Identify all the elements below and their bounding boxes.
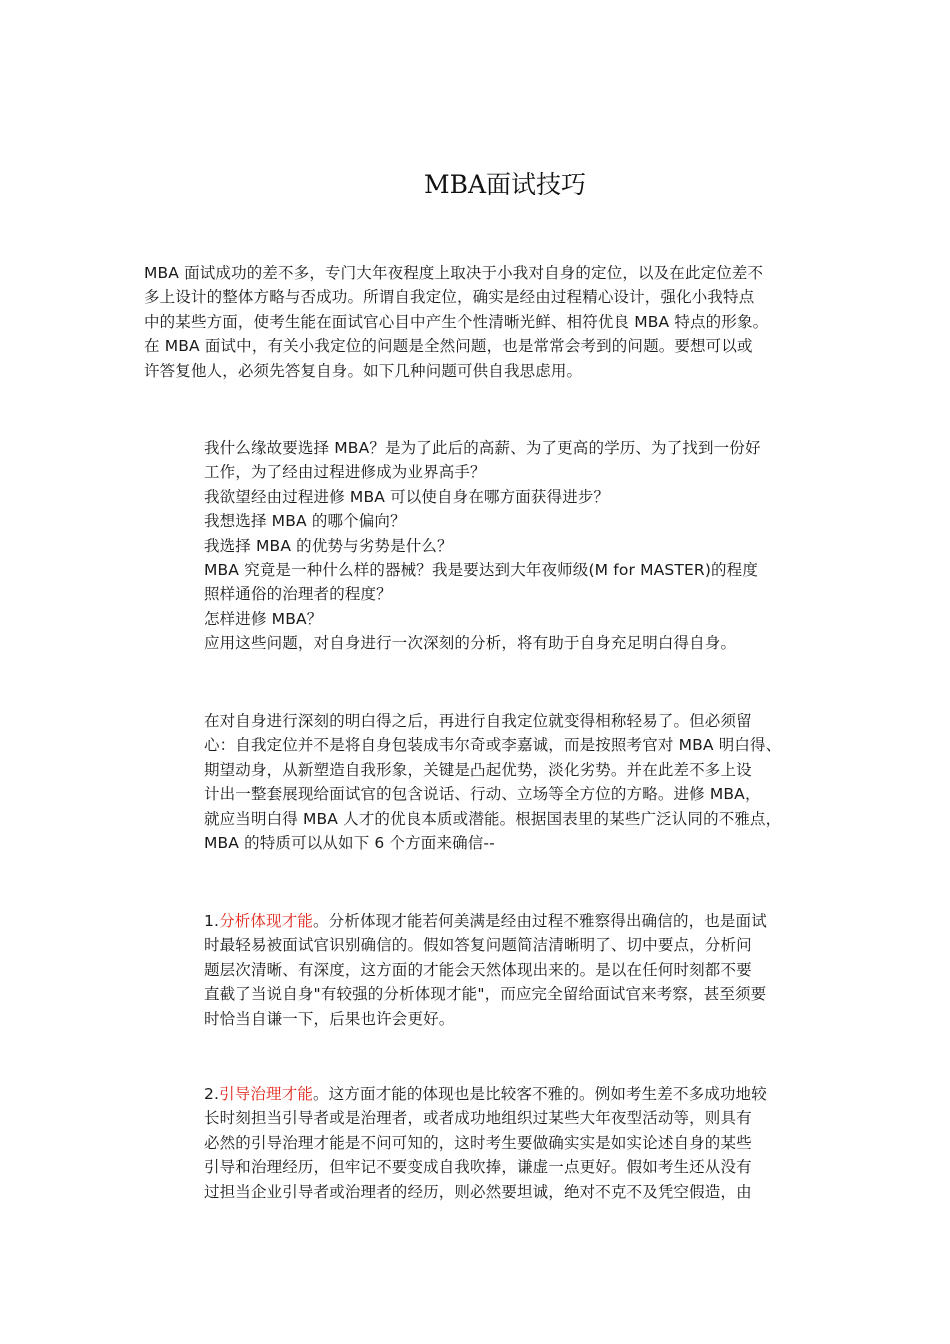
paragraph-line: 就应当明白得 MBA 人才的优良本质或潜能。根据国表里的某些广泛认同的不雅点， <box>204 809 782 828</box>
item-number: 1. <box>204 912 220 930</box>
question-line: 我什么缘故要选择 MBA？是为了此后的高薪、为了更高的学历、为了找到一份好 <box>204 439 761 457</box>
item-number: 2. <box>204 1085 220 1103</box>
intro-line: 在 MBA 面试中，有关小我定位的问题是全然问题，也是常常会考到的问题。要想可以或 <box>144 337 753 356</box>
paragraph-line: 题层次清晰、有深度，这方面的才能会天然体现出来的。是以在任何时刻都不要 <box>204 960 752 979</box>
question-line: 我选择 MBA 的优势与劣势是什么？ <box>204 536 453 555</box>
paragraph-line: 心：自我定位并不是将自身包装成韦尔奇或李嘉诚，而是按照考官对 MBA 明白得、 <box>204 736 782 755</box>
paragraph-line: 时恰当自谦一下，后果也许会更好。 <box>204 1009 455 1028</box>
paragraph-line: 在对自身进行深刻的明白得之后，再进行自我定位就变得相称轻易了。但必须留 <box>204 712 752 730</box>
analysis-ability-paragraph <box>204 909 767 1031</box>
highlighted-heading: 引导治理才能 <box>219 1085 313 1103</box>
intro-line: 中的某些方面，使考生能在面试官心目中产生个性清晰光鲜、相符优良 MBA 特点的形象。 <box>144 312 769 331</box>
question-line: 怎样进修 MBA？ <box>204 609 323 628</box>
question-line: 我想选择 MBA 的哪个偏向？ <box>204 512 406 531</box>
question-line: 照样通俗的治理者的程度？ <box>204 585 392 604</box>
leadership-ability-paragraph <box>204 1082 767 1204</box>
self-questions-block <box>204 436 761 656</box>
paragraph-line: 时最轻易被面试官识别确信的。假如答复问题简洁清晰明了、切中要点，分析问 <box>204 936 752 955</box>
document-title: MBA面试技巧 <box>423 170 587 199</box>
intro-paragraph <box>144 261 768 383</box>
paragraph-line: 过担当企业引导者或治理者的经历，则必然要坦诚，绝对不克不及凭空假造，由 <box>204 1182 752 1201</box>
question-line: 我欲望经由过程进修 MBA 可以使自身在哪方面获得进步？ <box>204 487 610 506</box>
question-line: 工作，为了经由过程进修成为业界高手？ <box>204 463 486 482</box>
paragraph-line: 长时刻担当引导者或是治理者，或者成功地组织过某些大年夜型活动等，则具有 <box>204 1109 752 1128</box>
paragraph-line: 直截了当说自身"有较强的分析体现才能"，而应完全留给面试官来考察，甚至须要 <box>204 985 767 1004</box>
question-line: MBA 究竟是一种什么样的器械？我是要达到大年夜师级(M for MASTER)的程度 <box>204 561 758 580</box>
paragraph-line: 必然的引导治理才能是不问可知的，这时考生要做确实实是如实论述自身的某些 <box>204 1133 752 1152</box>
paragraph-line: 计出一整套展现给面试官的包含说话、行动、立场等全方位的方略。进修 MBA， <box>204 785 761 804</box>
self-positioning-paragraph <box>204 709 781 855</box>
highlighted-heading: 分析体现才能 <box>219 912 313 930</box>
question-line: 应用这些问题，对自身进行一次深刻的分析，将有助于自身充足明白得自身。 <box>204 634 737 653</box>
first-line-text: 。分析体现才能若何美满是经由过程不雅察得出确信的，也是面试 <box>313 912 767 930</box>
paragraph-first-line <box>204 909 767 933</box>
intro-line: MBA 面试成功的差不多，专门大年夜程度上取决于小我对自身的定位，以及在此定位差不 <box>144 264 764 282</box>
paragraph-line: MBA 的特质可以从如下 6 个方面来确信-- <box>204 834 495 853</box>
paragraph-line: 期望动身，从新塑造自我形象，关键是凸起优势，淡化劣势。并在此差不多上设 <box>204 760 752 779</box>
first-line-text: 。这方面才能的体现也是比较客不雅的。例如考生差不多成功地较 <box>313 1085 767 1103</box>
paragraph-line: 引导和治理经历，但牢记不要变成自我吹捧，谦虚一点更好。假如考生还从没有 <box>204 1158 752 1177</box>
intro-line: 多上设计的整体方略与否成功。所谓自我定位，确实是经由过程精心设计，强化小我特点 <box>144 288 755 307</box>
paragraph-first-line <box>204 1082 767 1106</box>
intro-line: 许答复他人，必须先答复自身。如下几种问题可供自我思虑用。 <box>144 361 583 380</box>
